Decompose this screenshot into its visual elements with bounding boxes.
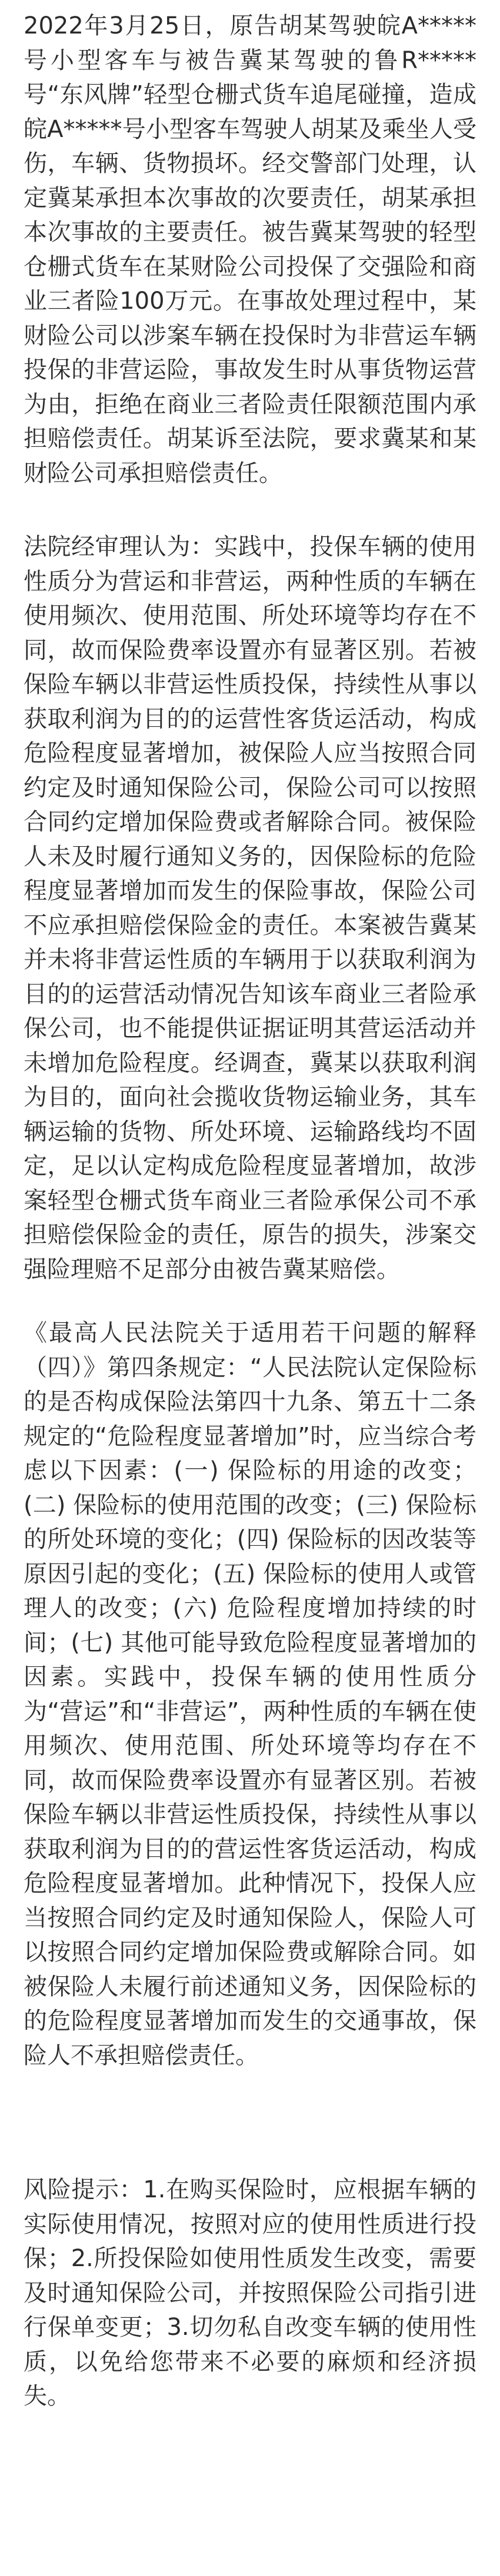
court-opinion-paragraph: 法院经审理认为：实践中，投保车辆的使用性质分为营运和非营运，两种性质的车辆在使用频次、使用范围、所处环境等均存在不同，故而保险费率设置亦有显著区别。若被保险车辆以非营运性质投保，持续性从事以获取利润为目的的运营性客货运活动，构成危险程度显著增加，被保险人应当按照合同约定及时通知保险公司，保险公司可以按照合同约定增加保险费或者解除合同。被保险人未及时履行通知义务的，因保险标的危险程度显著增加而发生的保险事故，保险公司不应承担赔偿保险金的责任。本案被告冀某并未将非营运性质的车辆用于以获取利润为目的的运营活动情况告知该车商业三者险承保公司，也不能提供证据证明其营运活动并未增加危险程度。经调查，冀某以获取利润为目的，面向社会揽收货物运输业务，其车辆运输的货物、所处环境、运输路线均不固定，足以认定构成危险程度显著增加，故涉案轻型仓栅式货车商业三者险承保公司不承担赔偿保险金的责任，原告的损失，涉案交强险理赔不足部分由被告冀某赔偿。 [24,533,476,1283]
case-facts-paragraph: 2022年3月25日，原告胡某驾驶皖A*****号小型客车与被告冀某驾驶的鲁R*****号“东风牌”轻型仓栅式货车追尾碰撞，造成皖A*****号小型客车驾驶人胡某及乘坐人受伤，车辆、货物损坏。经交警部门处理，认定冀某承担本次事故的次要责任，胡某承担本次事故的主要责任。被告冀某驾驶的轻型仓栅式货车在某财险公司投保了交强险和商业三者险100万元。在事故处理过程中，某财险公司以涉案车辆在投保时为非营运车辆投保的非营运险，事故发生时从事货物运营为由，拒绝在商业三者险责任限额范围内承担赔偿责任。胡某诉至法院，要求冀某和某财险公司承担赔偿责任。 [24,12,476,487]
judicial-interpretation-paragraph: 《最高人民法院关于适用若干问题的解释（四）》第四条规定：“人民法院认定保险标的是否构成保险法第四十九条、第五十二条规定的“危险程度显著增加”时，应当综合考虑以下因素：(一) 保险标的用途的改变；(二) 保险标的使用范围的改变；(三) 保险标的所处环境的变化；(四) 保险标的因改装等原因引起的变化；(五) 保险标的使用人或管理人的改变；(六) 危险程度增加持续的时间；(七) 其他可能导致危险程度显著增加的因素。实践中，投保车辆的使用性质分为“营运”和“非营运”，两种性质的车辆在使用频次、使用范围、所处环境等均存在不同，故而保险费率设置亦有显著区别。若被保险车辆以非营运性质投保，持续性从事以获取利润为目的的营运性客货运活动，构成危险程度显著增加。此种情况下，投保人应当按照合同约定及时通知保险人，保险人可以按照合同约定增加保险费或解除合同。如被保险人未履行前述通知义务，因保险标的的危险程度显著增加而发生的交通事故，保险人不承担赔偿责任。 [24,1319,476,2069]
risk-warning-paragraph: 风险提示：1.在购买保险时，应根据车辆的实际使用情况，按照对应的使用性质进行投保；2.所投保险如使用性质发生改变，需要及时通知保险公司，并按照保险公司指引进行保单变更；3.切勿私自改变车辆的使用性质，以免给您带来不必要的麻烦和经济损失。 [24,2176,476,2410]
